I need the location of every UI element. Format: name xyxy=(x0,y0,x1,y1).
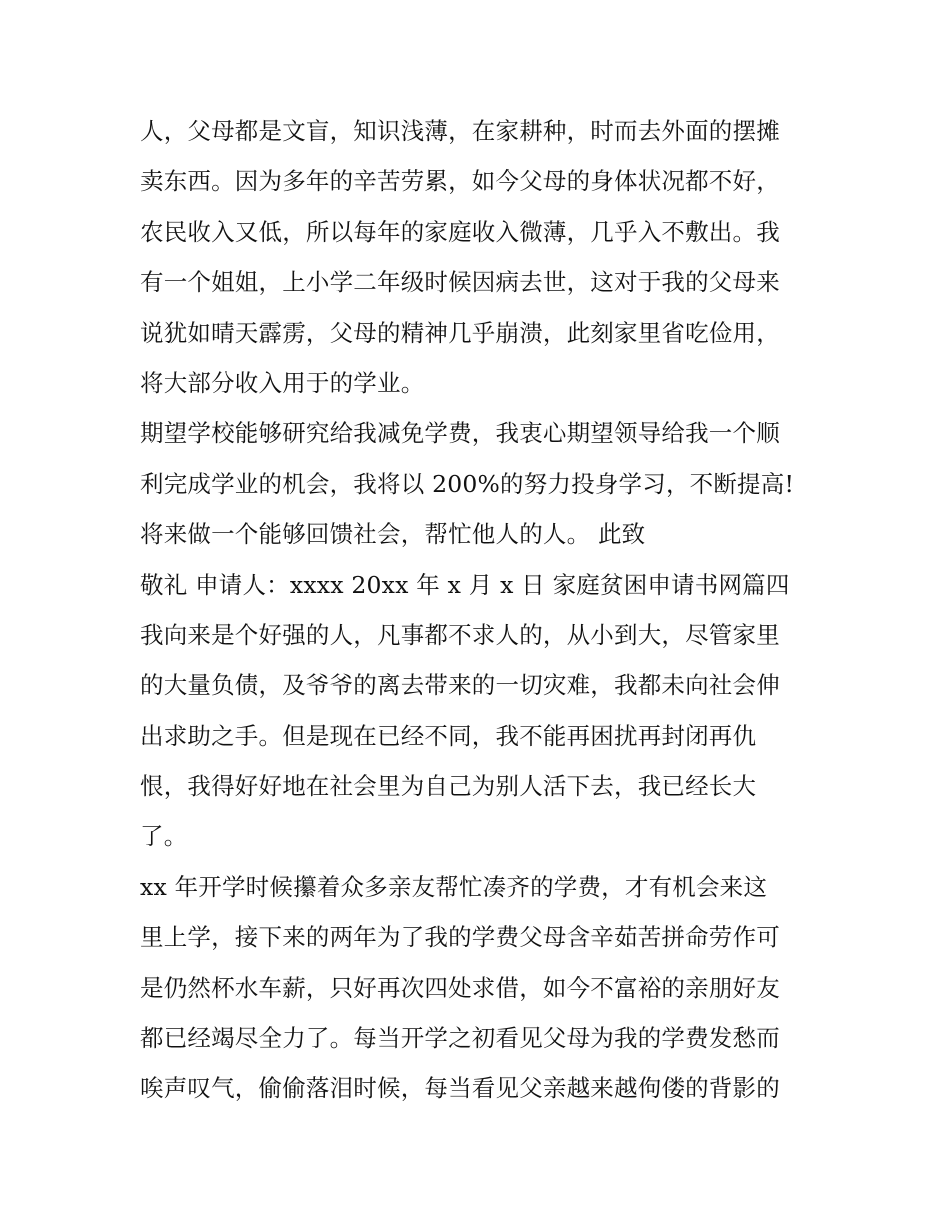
text-line: 农民收入又低，所以每年的家庭收入微薄，几乎入不敷出。我 xyxy=(140,217,780,246)
text-line: 里上学，接下来的两年为了我的学费父母含辛茹苦拼命劳作可 xyxy=(140,923,780,952)
text-line: 卖东西。因为多年的辛苦劳累，如今父母的身体状况都不好， xyxy=(140,167,780,196)
text-line: 利完成学业的机会，我将以 200%的努力投身学习，不断提高! xyxy=(140,469,795,498)
text-line: 我向来是个好强的人，凡事都不求人的，从小到大，尽管家里 xyxy=(140,620,780,649)
text-line: 说犹如晴天霹雳，父母的精神几乎崩溃，此刻家里省吃俭用， xyxy=(140,318,780,347)
text-line: 将大部分收入用于的学业。 xyxy=(140,368,425,397)
text-line: 期望学校能够研究给我减免学费，我衷心期望领导给我一个顺 xyxy=(140,419,780,448)
text-line: xx 年开学时候攥着众多亲友帮忙凑齐的学费，才有机会来这 xyxy=(140,872,768,901)
document-body xyxy=(140,106,820,1114)
text-line: 的大量负债，及爷爷的离去带来的一切灾难，我都未向社会伸 xyxy=(140,671,780,700)
text-line: 恨，我得好好地在社会里为自己为别人活下去，我已经长大 xyxy=(140,772,757,801)
text-line: 出求助之手。但是现在已经不同，我不能再困扰再封闭再仇 xyxy=(140,721,757,750)
text-line: 了。 xyxy=(140,822,188,851)
text-line: 将来做一个能够回馈社会，帮忙他人的人。 此致 xyxy=(140,520,646,549)
text-line: 人，父母都是文盲，知识浅薄，在家耕种，时而去外面的摆摊 xyxy=(140,117,780,145)
text-line: 敬礼 申请人：xxxx 20xx 年 x 月 x 日 家庭贫困申请书网篇四 xyxy=(140,570,790,599)
text-line: 都已经竭尽全力了。每当开学之初看见父母为我的学费发愁而 xyxy=(140,1024,780,1053)
text-line: 是仍然杯水车薪，只好再次四处求借，如今不富裕的亲朋好友 xyxy=(140,973,780,1002)
text-line: 有一个姐姐，上小学二年级时候因病去世，这对于我的父母来 xyxy=(140,268,780,297)
text-line: 唉声叹气，偷偷落泪时候，每当看见父亲越来越佝偻的背影的 xyxy=(140,1074,780,1103)
